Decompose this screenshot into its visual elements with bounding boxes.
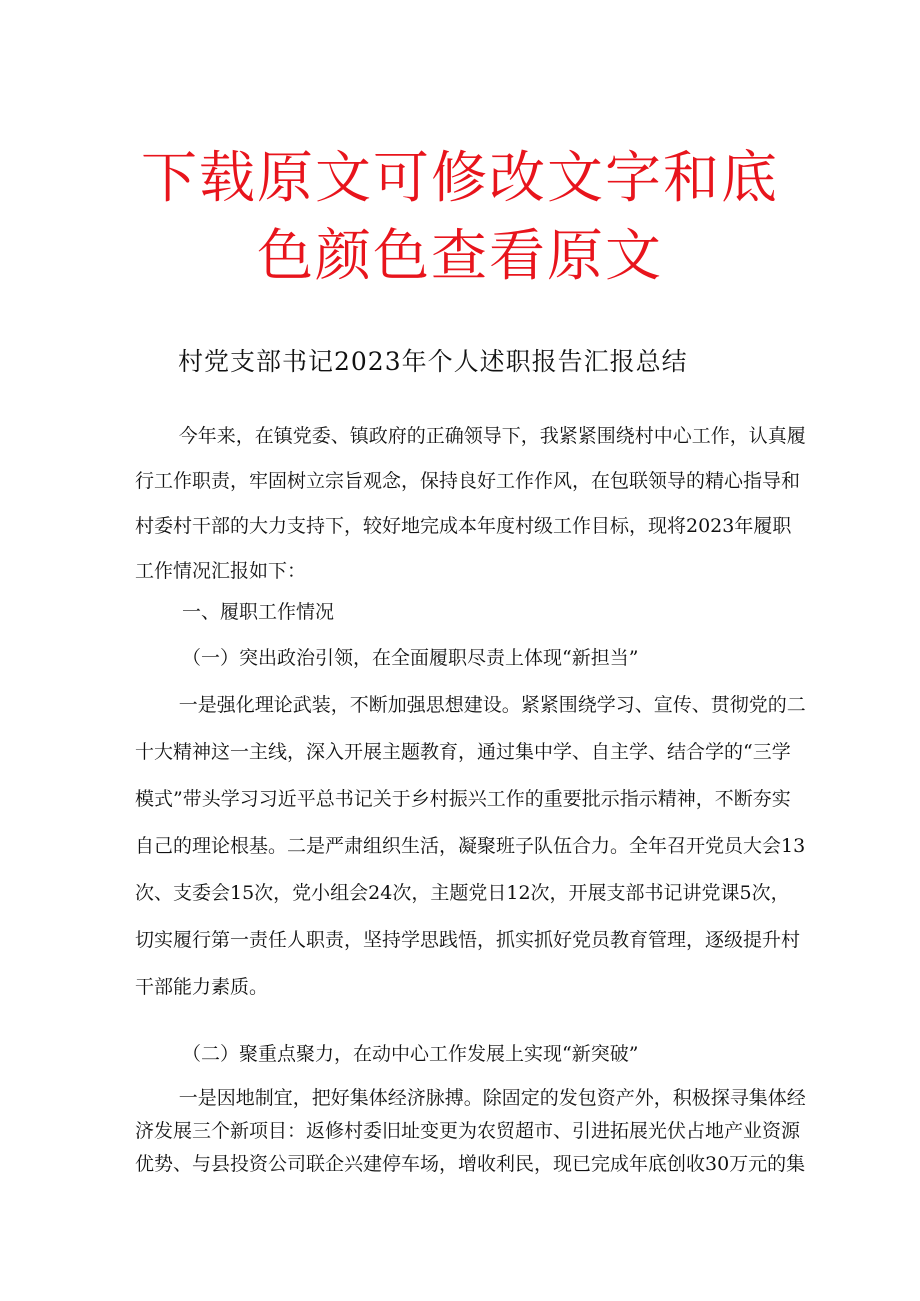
download-banner[interactable]	[60, 140, 860, 296]
subsection-1-paragraph	[135, 682, 806, 1011]
sub1-line-6: 切实履行第一责任人职责，坚持学思践悟，抓实抓好党员教育管理，逐级提升村	[135, 929, 801, 951]
sub2-line-2: 济发展三个新项目：返修村委旧址变更为农贸超市、引进拓展光伏占地产业资源	[135, 1120, 801, 1142]
intro-line-1: 今年来，在镇党委、镇政府的正确领导下，我紧紧围绕村中心工作，认真履	[178, 425, 806, 447]
subsection-heading-2: （二）聚重点聚力，在动中心工作发展上实现“新突破”	[182, 1043, 639, 1065]
sub2-line-1: 一是因地制宜，把好集体经济脉搏。除固定的发包资产外，积极探寻集体经	[178, 1087, 806, 1109]
intro-paragraph	[135, 414, 806, 594]
sub2-line-3: 优势、与县投资公司联企兴建停车场，增收利民，现已完成年底创收30万元的集	[135, 1153, 806, 1175]
subsection-heading-1: （一）突出政治引领，在全面履职尽责上体现“新担当”	[182, 647, 639, 669]
banner-line-2: 色颜色查看原文	[257, 224, 663, 289]
sub1-line-1: 一是强化理论武装，不断加强思想建设。紧紧围绕学习、宣传、贯彻党的二	[178, 694, 806, 716]
sub1-line-4: 自己的理论根基。二是严肃组织生活，凝聚班子队伍合力。全年召开党员大会13	[135, 835, 806, 857]
subsection-2-paragraph	[135, 1082, 806, 1181]
intro-line-2: 行工作职责，牢固树立宗旨观念，保持良好工作作风，在包联领导的精心指导和	[135, 470, 801, 492]
sub1-line-7: 干部能力素质。	[135, 976, 269, 998]
sub1-line-5: 次、支委会15次，党小组会24次，主题党日12次，开展支部书记讲党课5次，	[135, 882, 790, 904]
section-heading: 一、履职工作情况	[182, 601, 335, 623]
intro-line-4: 工作情况汇报如下：	[135, 560, 307, 582]
banner-line-1: 下载原文可修改文字和底	[141, 146, 779, 211]
sub1-line-2: 十大精神这一主线，深入开展主题教育，通过集中学、自主学、结合学的“三学	[135, 741, 791, 763]
sub1-line-3: 模式”带头学习习近平总书记关于乡村振兴工作的重要批示指示精神，不断夯实	[135, 788, 791, 810]
intro-line-3: 村委村干部的大力支持下，较好地完成本年度村级工作目标，现将2023年履职	[135, 515, 792, 537]
document-title: 村党支部书记2023年个人述职报告汇报总结	[178, 347, 688, 376]
